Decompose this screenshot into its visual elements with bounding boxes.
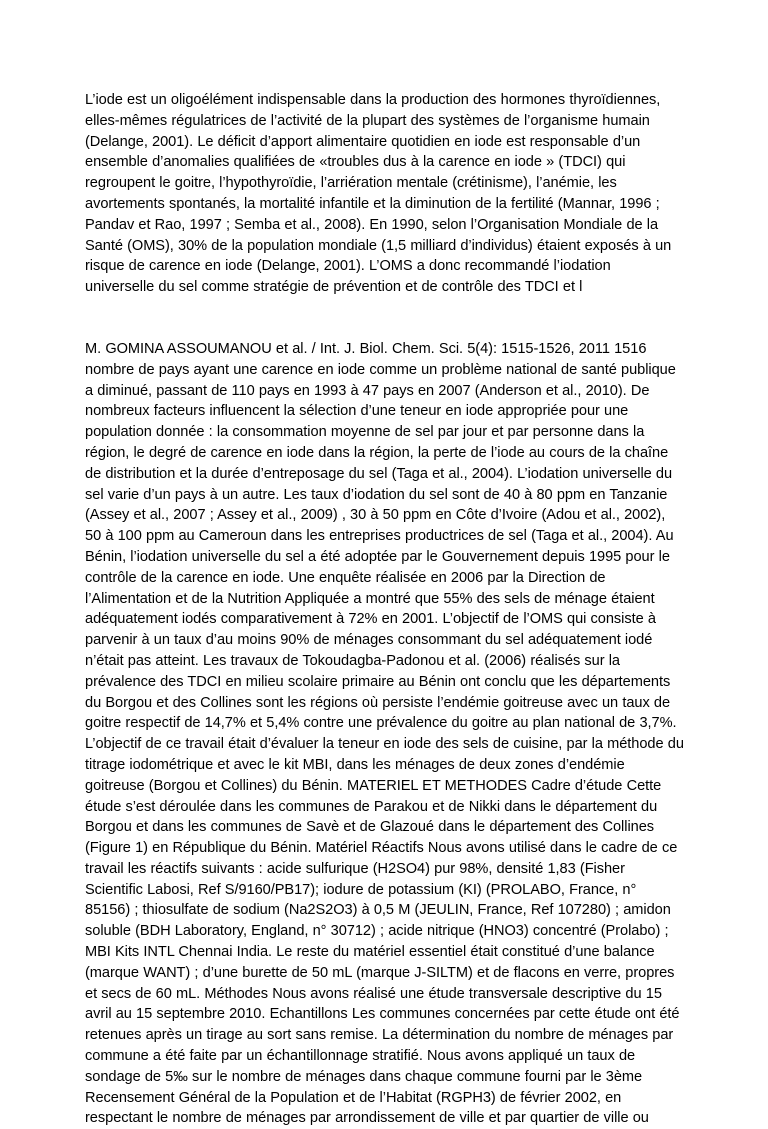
body-paragraph-introduction: L’iode est un oligoélément indispensable dans la production des hormones thyroïdiennes, elles-mêmes régulatrices de l’activité de la plupart des systèmes de l’organisme humain (Delange, 2001). Le déficit d’apport alimentaire quotidien en iode est responsable d’un ensemble d’anomalies qualifiées de «troubles dus à la carence en iode » (TDCI) qui regroupent le goitre, l’hypothyroïdie, l’arriération mentale (crétinisme), l’anémie, les avortements spontanés, la mortalité infantile et la diminution de la fertilité (Mannar, 1996 ; Pandav et Rao, 1997 ; Semba et al., 2008). En 1990, selon l’Organisation Mondiale de la Santé (OMS), 30% de la population mondiale (1,5 milliard d’individus) étaient exposés à un risque de carence en iode (Delange, 2001). L’OMS a donc recommandé l’iodation universelle du sel comme stratégie de prévention et de contrôle des TDCI et l bbox=[85, 92, 672, 296]
body-paragraph-main: M. GOMINA ASSOUMANOU et al. / Int. J. Biol. Chem. Sci. 5(4): 1515-1526, 2011 1516 nombre de pays ayant une carence en iode comme un problème national de santé publique a diminué, passant de 110 pays en 1993 à 47 pays en 2007 (Anderson et al., 2010). De nombreux facteurs influencent la sélection d’une teneur en iode appropriée pour une population donnée : la consommation moyenne de sel par jour et par personne dans la région, le degré de carence en iode dans la région, la perte de l’iode au cours de la chaîne de distribution et la durée d’entreposage du sel (Taga et al., 2004). L’iodation universelle du sel varie d’un pays à un autre. Les taux d’iodation du sel sont de 40 à 80 ppm en Tanzanie (Assey et al., 2007 ; Assey et al., 2009) , 30 à 50 ppm en Côte d’Ivoire (Adou et al., 2002), 50 à 100 ppm au Cameroun dans les entreprises productrices de sel (Taga et al., 2004). Au Bénin, l’iodation universelle du sel a été adoptée par le Gouvernement depuis 1995 pour le contrôle de la carence en iode. Une enquête réalisée en 2006 par la Direction de l’Alimentation et de la Nutrition Appliquée a montré que 55% des sels de ménage étaient adéquatement iodés comparativement à 72% en 2001. L’objectif de l’OMS qui consiste à parvenir à un taux d’au moins 90% de ménages consommant du sel adéquatement iodé n’était pas atteint. Les travaux de Tokoudagba-Padonou et al. (2006) réalisés sur la prévalence des TDCI en milieu scolaire primaire au Bénin ont conclu que les départements du Borgou et des Collines sont les régions où persiste l’endémie goitreuse avec un taux de goitre respectif de 14,7% et 5,4% contre une prévalence du goitre au plan national de 3,7%. L’objectif de ce travail était d’évaluer la teneur en iode des sels de cuisine, par la méthode du titrage iodométrique et avec le kit MBI, dans les ménages de deux zones d’endémie goitreuse (Borgou et Collines) du Bénin. MATERIEL ET METHODES Cadre d’étude Cette étude s’est déroulée dans les communes de Parakou et de Nikki dans le département du Borgou et dans les communes de Savè et de Glazoué dans le département des Collines (Figure 1) en République du Bénin. Matériel Réactifs Nous avons utilisé dans le cadre de ce travail les réactifs suivants : acide sulfurique (H2SO4) pur 98%, densité 1,83 (Fisher Scientific Labosi, Ref S/9160/PB17); iodure de potassium (KI) (PROLABO, France, n° 85156) ; thiosulfate de sodium (Na2S2O3) à 0,5 M (JEULIN, France, Ref 107280) ; amidon soluble (BDH Laboratory, England, n° 30712) ; acide nitrique (HNO3) concentré (Prolabo) ; MBI Kits INTL Chennai India. Le reste du matériel essentiel était constitué d’une balance (marque WANT) ; d’une burette de 50 mL (marque J-SILTM) et de flacons en verre, propres et secs de 60 mL. Méthodes Nous avons réalisé une étude transversale descriptive du 15 avril au 15 septembre 2010. Echantillons Les communes concernées par cette étude ont été retenues après un tirage au sort sans remise. La détermination du nombre de ménages par commune a été faite par un échantillonnage stratifié. Nous avons appliqué un taux de sondage de 5‰ sur le nombre de ménages dans chaque commune fourni par le 3ème Recensement Général de la Population et de l’Habitat (RGPH3) de février 2002, en respectant le nombre de ménages par arrondissement de ville et par quartier de ville ou bbox=[85, 340, 684, 1127]
